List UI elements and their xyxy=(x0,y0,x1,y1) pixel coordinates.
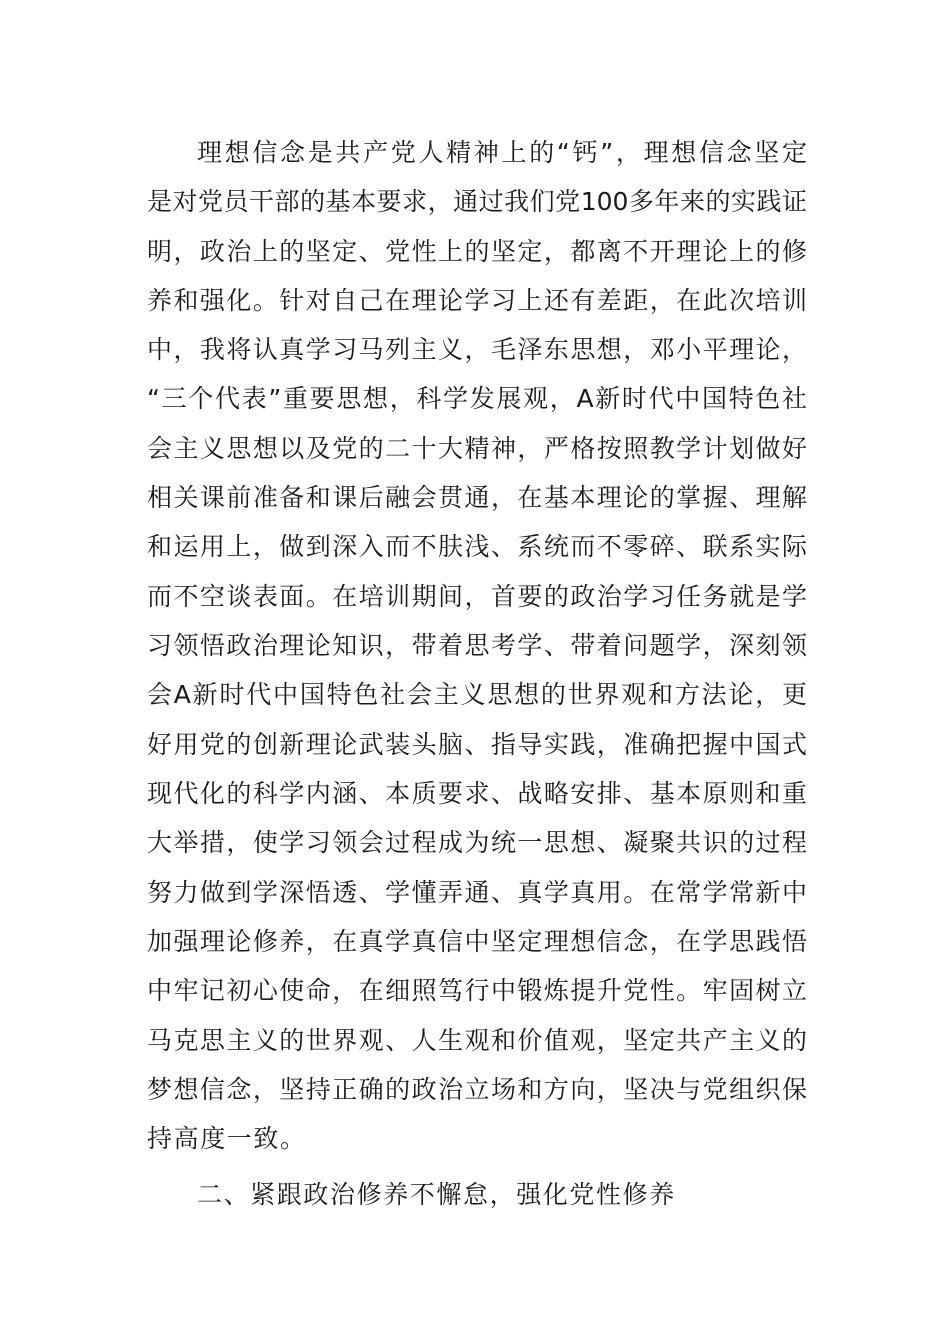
paragraph-line: 现代化的科学内涵、本质要求、战略安排、基本原则和重 xyxy=(147,779,807,808)
paragraph-line: 相关课前准备和课后融会贯通，在基本理论的掌握、理解 xyxy=(147,483,807,512)
paragraph-line: 好用党的创新理论武装头脑、指导实践，准确把握中国式 xyxy=(147,730,807,759)
paragraph-line: 大举措，使学习领会过程成为统一思想、凝聚共识的过程 xyxy=(147,828,807,857)
paragraph-line: 会A新时代中国特色社会主义思想的世界观和方法论，更 xyxy=(147,680,807,709)
paragraph-line: 持高度一致。 xyxy=(147,1124,307,1153)
paragraph-line: 中牢记初心使命，在细照笃行中锻炼提升党性。牢固树立 xyxy=(147,976,807,1005)
paragraph-line: 梦想信念，坚持正确的政治立场和方向，坚决与党组织保 xyxy=(147,1075,807,1104)
paragraph-line: 理想信念是共产党人精神上的“钙”，理想信念坚定 xyxy=(197,138,807,167)
paragraph-line: 努力做到学深悟透、学懂弄通、真学真用。在常学常新中 xyxy=(147,878,807,907)
paragraph-line: 养和强化。针对自己在理论学习上还有差距，在此次培训 xyxy=(147,286,807,315)
section-heading: 二、紧跟政治修养不懈怠，强化党性修养 xyxy=(197,1180,676,1209)
paragraph-line: 和运用上，做到深入而不肤浅、系统而不零碎、联系实际 xyxy=(147,532,807,561)
paragraph-line: 会主义思想以及党的二十大精神，严格按照教学计划做好 xyxy=(147,434,807,463)
paragraph-line: 中，我将认真学习马列主义，毛泽东思想，邓小平理论， xyxy=(147,335,807,364)
paragraph-line: “三个代表”重要思想，科学发展观，A新时代中国特色社 xyxy=(147,384,807,413)
paragraph-line: 习领悟政治理论知识，带着思考学、带着问题学，深刻领 xyxy=(147,631,807,660)
paragraph-line: 加强理论修养，在真学真信中坚定理想信念，在学思践悟 xyxy=(147,927,807,956)
paragraph-line: 是对党员干部的基本要求，通过我们党100多年来的实践证 xyxy=(147,187,807,216)
paragraph-line: 明，政治上的坚定、党性上的坚定，都离不开理论上的修 xyxy=(147,237,807,266)
paragraph-line: 而不空谈表面。在培训期间，首要的政治学习任务就是学 xyxy=(147,582,807,611)
paragraph-line: 马克思主义的世界观、人生观和价值观，坚定共产主义的 xyxy=(147,1026,807,1055)
